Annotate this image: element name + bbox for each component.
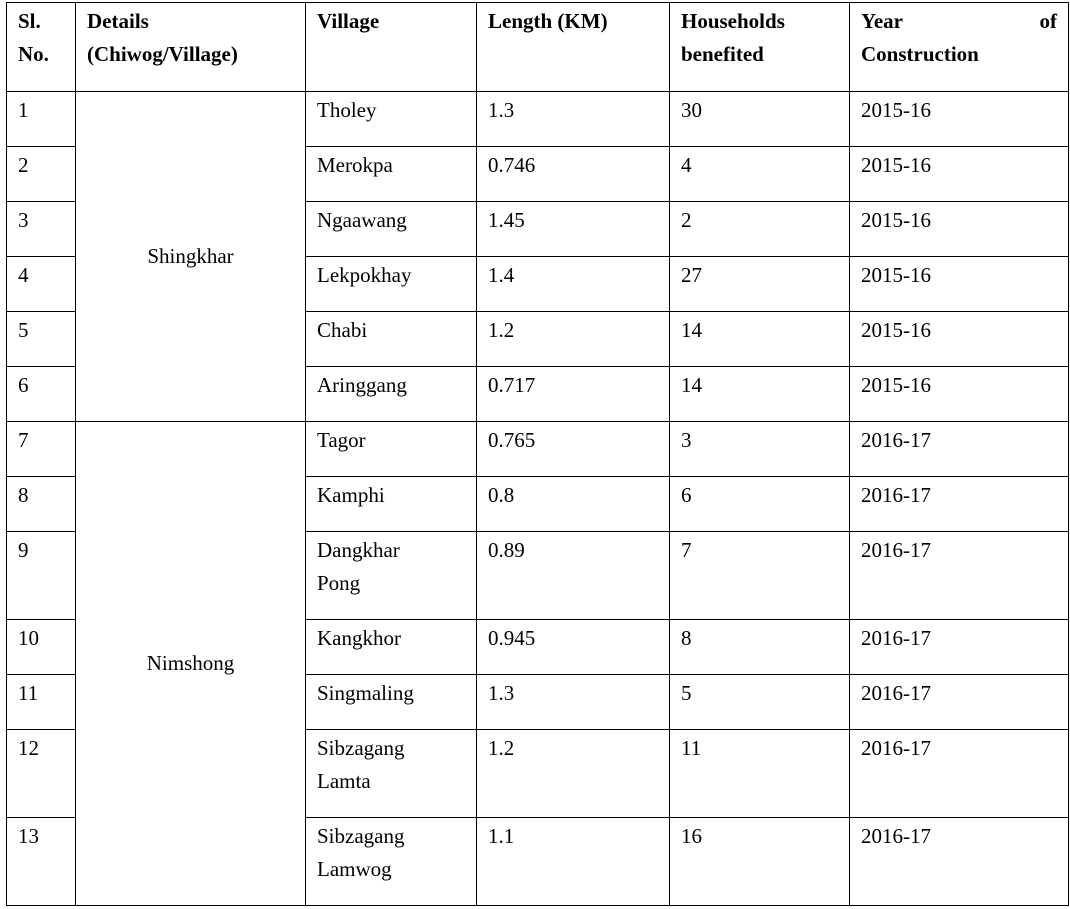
cell-length: 1.2 bbox=[477, 312, 670, 367]
header-village-label: Village bbox=[317, 9, 380, 33]
header-year-word2: of bbox=[1039, 9, 1057, 33]
header-row bbox=[7, 3, 1069, 92]
table-row bbox=[7, 92, 1069, 147]
header-year-line1 bbox=[861, 5, 1057, 38]
header-sl-no bbox=[7, 3, 76, 92]
cell-households: 3 bbox=[670, 422, 850, 477]
cell-length: 0.945 bbox=[477, 620, 670, 675]
cell-village-line2: Lamwog bbox=[317, 857, 392, 881]
header-households bbox=[670, 3, 850, 92]
header-households-line1: Households bbox=[681, 9, 785, 33]
cell-village: Tholey bbox=[306, 92, 477, 147]
cell-sl: 13 bbox=[7, 818, 76, 906]
header-households-line2: benefited bbox=[681, 42, 764, 66]
cell-village: Aringgang bbox=[306, 367, 477, 422]
group-cell-nimshong: Nimshong bbox=[76, 422, 306, 906]
cell-households: 14 bbox=[670, 312, 850, 367]
cell-length: 1.2 bbox=[477, 730, 670, 818]
cell-village: Tagor bbox=[306, 422, 477, 477]
cell-village: Merokpa bbox=[306, 147, 477, 202]
cell-year: 2016-17 bbox=[850, 422, 1069, 477]
header-village bbox=[306, 3, 477, 92]
header-details-line2: (Chiwog/Village) bbox=[87, 42, 238, 66]
cell-year: 2015-16 bbox=[850, 367, 1069, 422]
cell-households: 5 bbox=[670, 675, 850, 730]
cell-households: 27 bbox=[670, 257, 850, 312]
cell-length: 1.4 bbox=[477, 257, 670, 312]
cell-village-line1: Sibzagang bbox=[317, 824, 405, 848]
cell-village: Kangkhor bbox=[306, 620, 477, 675]
cell-length: 1.1 bbox=[477, 818, 670, 906]
cell-year: 2015-16 bbox=[850, 257, 1069, 312]
cell-length: 1.3 bbox=[477, 675, 670, 730]
table-row bbox=[7, 422, 1069, 477]
cell-households: 7 bbox=[670, 532, 850, 620]
cell-year: 2016-17 bbox=[850, 818, 1069, 906]
cell-households: 16 bbox=[670, 818, 850, 906]
header-details-line1: Details bbox=[87, 9, 149, 33]
cell-sl: 7 bbox=[7, 422, 76, 477]
cell-village: Kamphi bbox=[306, 477, 477, 532]
cell-sl: 6 bbox=[7, 367, 76, 422]
cell-sl: 5 bbox=[7, 312, 76, 367]
header-length-label: Length (KM) bbox=[488, 9, 608, 33]
cell-village bbox=[306, 818, 477, 906]
cell-village: Ngaawang bbox=[306, 202, 477, 257]
cell-village-line1: Dangkhar bbox=[317, 538, 400, 562]
cell-year: 2016-17 bbox=[850, 730, 1069, 818]
cell-sl: 1 bbox=[7, 92, 76, 147]
cell-households: 4 bbox=[670, 147, 850, 202]
cell-sl: 11 bbox=[7, 675, 76, 730]
cell-village: Lekpokhay bbox=[306, 257, 477, 312]
cell-households: 14 bbox=[670, 367, 850, 422]
cell-length: 1.3 bbox=[477, 92, 670, 147]
cell-length: 0.765 bbox=[477, 422, 670, 477]
group-cell-shingkhar: Shingkhar bbox=[76, 92, 306, 422]
cell-village bbox=[306, 532, 477, 620]
header-sl-no-line1: Sl. bbox=[18, 9, 41, 33]
cell-households: 11 bbox=[670, 730, 850, 818]
cell-village: Singmaling bbox=[306, 675, 477, 730]
cell-length: 0.89 bbox=[477, 532, 670, 620]
cell-sl: 12 bbox=[7, 730, 76, 818]
cell-sl: 10 bbox=[7, 620, 76, 675]
roads-table bbox=[6, 2, 1069, 906]
cell-sl: 9 bbox=[7, 532, 76, 620]
cell-year: 2016-17 bbox=[850, 620, 1069, 675]
cell-length: 1.45 bbox=[477, 202, 670, 257]
cell-year: 2015-16 bbox=[850, 92, 1069, 147]
cell-year: 2015-16 bbox=[850, 202, 1069, 257]
cell-village-line2: Lamta bbox=[317, 769, 371, 793]
header-year bbox=[850, 3, 1069, 92]
cell-year: 2016-17 bbox=[850, 477, 1069, 532]
header-year-word1: Year bbox=[861, 9, 903, 33]
cell-sl: 2 bbox=[7, 147, 76, 202]
cell-year: 2016-17 bbox=[850, 532, 1069, 620]
cell-sl: 8 bbox=[7, 477, 76, 532]
cell-households: 6 bbox=[670, 477, 850, 532]
header-length bbox=[477, 3, 670, 92]
cell-year: 2015-16 bbox=[850, 312, 1069, 367]
cell-length: 0.8 bbox=[477, 477, 670, 532]
cell-length: 0.717 bbox=[477, 367, 670, 422]
cell-village: Chabi bbox=[306, 312, 477, 367]
cell-sl: 4 bbox=[7, 257, 76, 312]
cell-households: 2 bbox=[670, 202, 850, 257]
cell-year: 2015-16 bbox=[850, 147, 1069, 202]
cell-households: 30 bbox=[670, 92, 850, 147]
header-year-line2: Construction bbox=[861, 42, 979, 66]
header-details bbox=[76, 3, 306, 92]
cell-village bbox=[306, 730, 477, 818]
cell-households: 8 bbox=[670, 620, 850, 675]
cell-village-line1: Sibzagang bbox=[317, 736, 405, 760]
cell-length: 0.746 bbox=[477, 147, 670, 202]
header-sl-no-line2: No. bbox=[18, 42, 49, 66]
cell-village-line2: Pong bbox=[317, 571, 361, 595]
cell-sl: 3 bbox=[7, 202, 76, 257]
cell-year: 2016-17 bbox=[850, 675, 1069, 730]
